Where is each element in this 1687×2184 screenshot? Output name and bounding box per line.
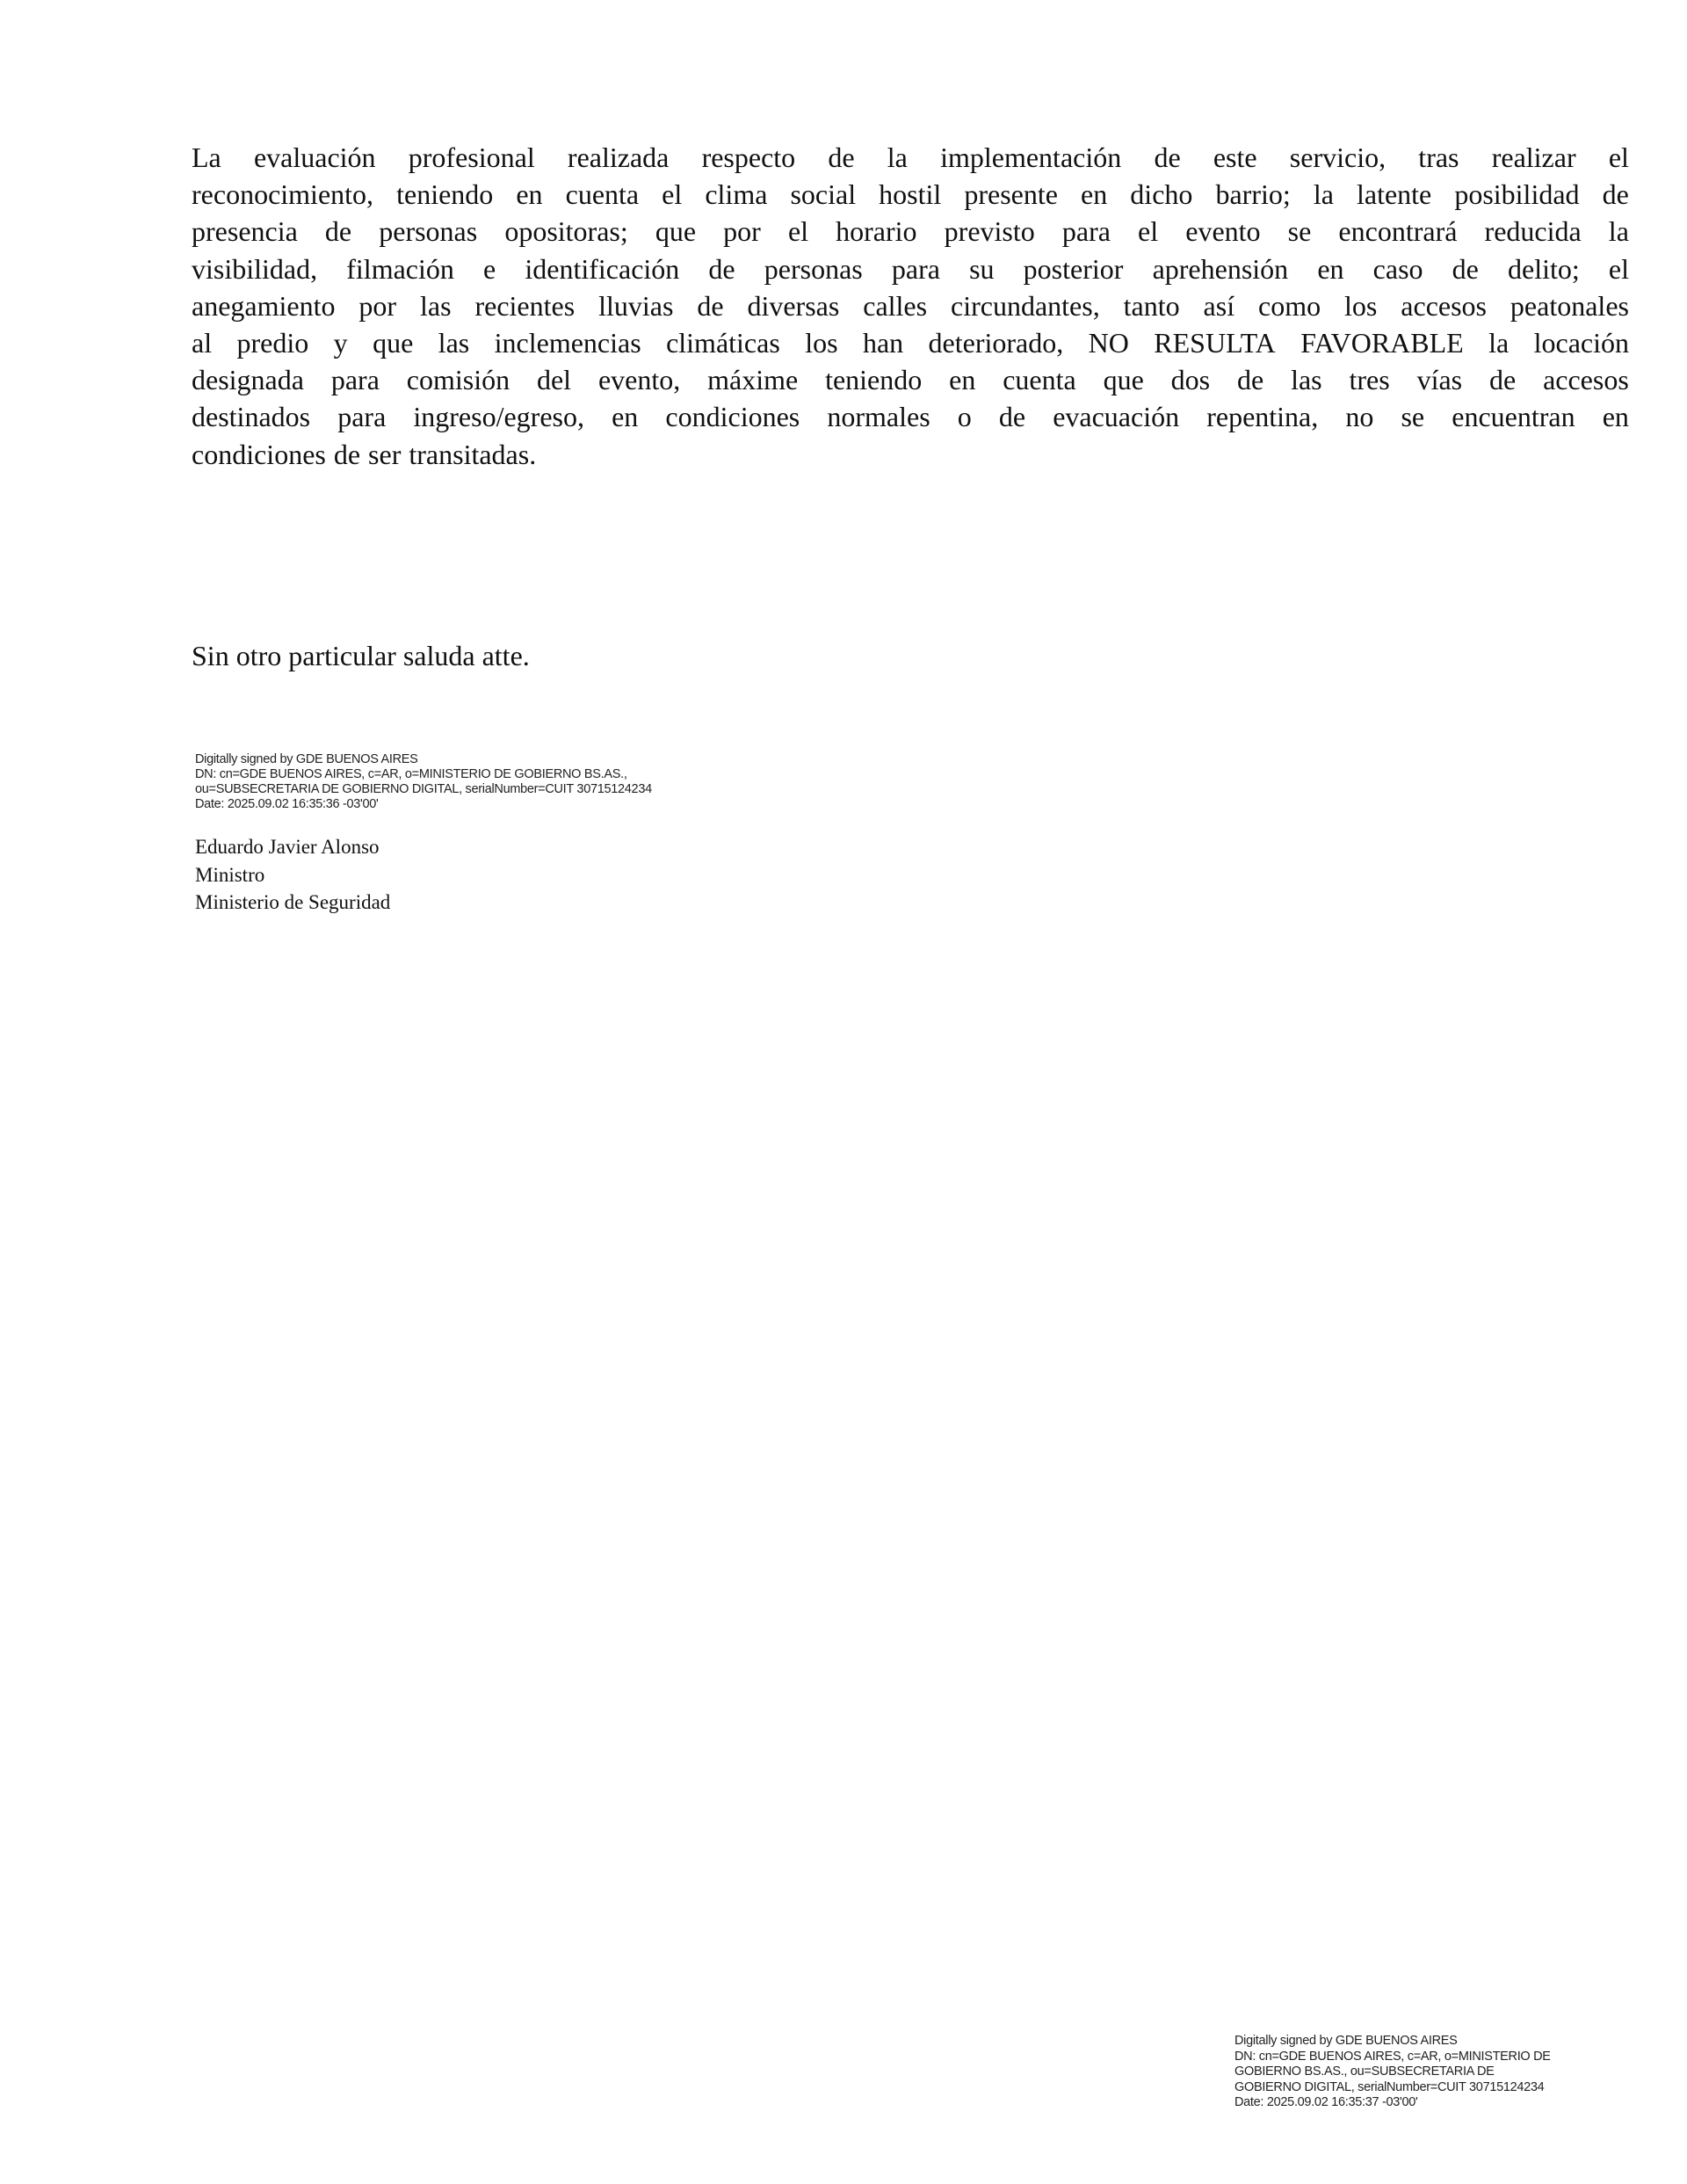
- paragraph-line: condiciones de ser transitadas.: [192, 438, 537, 470]
- paragraph-line: al predio y que las inclemencias climáticas los han deteriorado, NO RESULTA FAVORABLE la locación: [192, 327, 1629, 359]
- signature-line: DN: cn=GDE BUENOS AIRES, c=AR, o=MINISTERIO DE: [1234, 2049, 1551, 2064]
- paragraph-line: presencia de personas opositoras; que por el horario previsto para el evento se encontrará reducida la: [192, 215, 1629, 248]
- signature-line: Digitally signed by GDE BUENOS AIRES: [1234, 2034, 1458, 2048]
- signature-line: GOBIERNO BS.AS., ou=SUBSECRETARIA DE: [1234, 2064, 1495, 2079]
- signature-line: ou=SUBSECRETARIA DE GOBIERNO DIGITAL, serialNumber=CUIT 30715124234: [195, 782, 652, 796]
- signature-line: GOBIERNO DIGITAL, serialNumber=CUIT 30715124234: [1234, 2079, 1545, 2094]
- paragraph-line: destinados para ingreso/egreso, en condiciones normales o de evacuación repentina, no se encuentran en: [192, 401, 1629, 433]
- paragraph-line: designada para comisión del evento, máxime teniendo en cuenta que dos de las tres vías de accesos: [192, 364, 1629, 396]
- closing-line: Sin otro particular saluda atte.: [192, 640, 530, 671]
- paragraph-line: La evaluación profesional realizada respecto de la implementación de este servicio, tras realizar el: [192, 141, 1629, 173]
- signature-line: Digitally signed by GDE BUENOS AIRES: [195, 752, 418, 766]
- paragraph-line: anegamiento por las recientes lluvias de diversas calles circundantes, tanto así como los accesos peatonales: [192, 289, 1629, 322]
- signature-line: DN: cn=GDE BUENOS AIRES, c=AR, o=MINISTERIO DE GOBIERNO BS.AS.,: [195, 767, 627, 781]
- signer-title: Ministro: [195, 863, 265, 886]
- paragraph-line: reconocimiento, teniendo en cuenta el clima social hostil presente en dicho barrio; la latente posibilidad de: [192, 178, 1629, 211]
- paragraph-line: visibilidad, filmación e identificación de personas para su posterior aprehensión en caso de delito; el: [192, 252, 1629, 285]
- signer-organization: Ministerio de Seguridad: [195, 891, 391, 913]
- signer-name: Eduardo Javier Alonso: [195, 836, 380, 858]
- body-paragraph: [192, 139, 1629, 473]
- page-digital-signature-stamp: [1234, 2034, 1551, 2111]
- signature-line: Date: 2025.09.02 16:35:37 -03'00': [1234, 2095, 1418, 2109]
- signature-line: Date: 2025.09.02 16:35:36 -03'00': [195, 797, 379, 811]
- signer-block: [195, 833, 390, 917]
- digital-signature-stamp: [195, 752, 652, 812]
